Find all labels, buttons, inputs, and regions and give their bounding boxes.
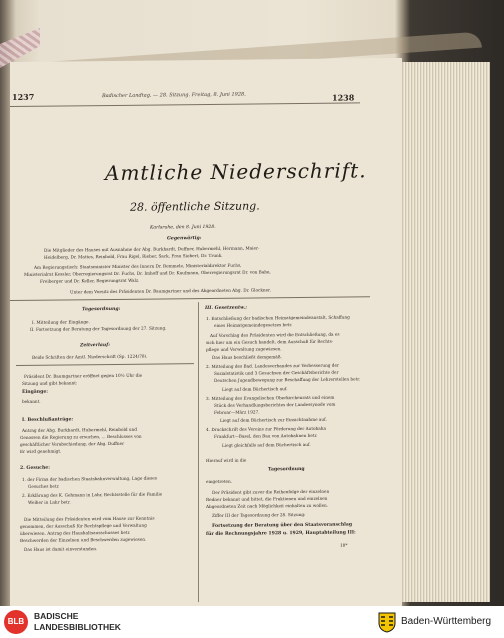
section1-line: Genossen die Regierung zu ersuchen, ... Beschlusses von [20, 433, 142, 440]
after-line: Hierauf wird in die [206, 457, 247, 463]
left-page-number: 1237 [12, 91, 35, 103]
document-title: Amtliche Niederschrift. [105, 158, 367, 186]
after-line: Abgeordneten Zeit nach Möglichkeit einhalten zu wollen. [206, 502, 329, 509]
right-line: Deutschen Jugendbewegung zur Beschaffung der Lehrerstellen betr. [214, 376, 361, 383]
attendance-line: Freiberger und Dr. Keller, Regierungsrat Walz. [40, 277, 140, 284]
section-rule [10, 296, 370, 301]
state-name[interactable]: Baden-Württemberg [401, 616, 492, 627]
attendance-line: Unter dem Vorsitz des Präsidenten Dr. Baumgartner und des Abgeordneten Abg. Dr. Glockner. [70, 287, 271, 295]
opening-line: Sitzung und gibt bekannt: [22, 380, 78, 386]
section1-line: Er wird genehmigt. [20, 448, 62, 454]
section2-line: 2. Erklärung des K. Gehmann in Lahr, Rechtsstelle für die Familie [22, 491, 163, 498]
eingaenge-text: bekannt. [22, 398, 41, 404]
attendance-line: Am Regierungstisch: Staatsminister Minister des Innern Dr. Remmele, Ministerialdirektor Fuchs, [34, 262, 242, 270]
running-head: Badischer Landtag. — 28. Sitzung. Freitag, 8. Juni 1928. [102, 91, 246, 100]
right-line: 3. Mitteilung des Evangelischen Oberkirchenrats und einem [206, 394, 335, 401]
after-line: Ziffer III der Tagesordnung der 28. Sitzung: [212, 511, 306, 518]
column-divider [198, 302, 199, 602]
library-name-line: BADISCHE [34, 611, 79, 621]
section3-line: überwiesen. Antrag des Haushaltsausschusses betr. [20, 529, 131, 536]
right-line: Auf Vorschlag des Präsidenten wird die Entschließung, da es [210, 331, 340, 338]
left-rule [16, 363, 194, 366]
section3-line: genommen, der Ausschuß für Rechtspflege und Verwaltung [20, 522, 147, 529]
blb-logo[interactable]: BLB [4, 610, 28, 634]
page-edges [398, 62, 490, 602]
right-line: Frankfurt—Basel, den Bau von Autobahnen betr. [214, 432, 318, 439]
header-rule [10, 102, 360, 107]
document-page [10, 58, 402, 606]
section2-line: Weiher in Lahr betr. [28, 499, 71, 505]
opening-line: Präsident Dr. Baumgartner eröffnet gegen 10½ Uhr die [24, 372, 143, 379]
section3-line: Das Haus ist damit einverstanden. [24, 546, 98, 552]
right-line: 2. Mitteilung des Bad. Landesverbandes zur Verbesserung der [206, 362, 339, 369]
library-name-line: LANDESBIBLIOTHEK [34, 622, 121, 632]
right-line: pflege und Verwaltung zugewiesen. [206, 346, 282, 352]
agenda-heading: Tagesordnung: [82, 306, 121, 313]
section2-heading: 2. Gesuche: [20, 465, 50, 471]
right-line: sich hier um ein Gesuch handelt, dem Ausschuß für Rechts- [206, 338, 334, 345]
signature-mark: 18* [340, 542, 348, 548]
attendance-line: Die Mitglieder des Hauses mit Ausnahme der Abg. Burkhardt, Duffner, Hubermehl, Hermann, Maier- [44, 245, 260, 253]
section3-line: Die Mitteilung des Präsidenten wird vom Hause zur Kenntnis [24, 515, 155, 522]
right-line: 4. Druckschrift des Vereins zur Förderung der Autobahn [206, 425, 327, 432]
right-line: Liegt gleichfalls auf dem Büchertisch auf. [222, 441, 311, 448]
right-line: Liegt auf dem Büchertisch zur Einsichtnahme auf. [220, 416, 327, 423]
attendance-line: Ministerialrat Kessler, Oberregierungsrat Dr. Fuchs, Dr. Imhoff und Dr. Kaufmann, Oberregierungsrat Dr. von Babo, [24, 269, 271, 277]
library-name[interactable] [34, 611, 121, 633]
attendance-heading: Gegenwärtig: [167, 236, 202, 242]
right-line: Liegt auf dem Büchertisch auf. [222, 386, 288, 392]
section2-line: 1. der Firma der badischen Staatsbahnverwaltung, Lage dieses [22, 475, 157, 482]
section1-heading: I. Beschlußanträge: [22, 417, 74, 423]
right-line: Februar—März 1927. [214, 409, 260, 415]
right-page-number: 1238 [332, 92, 355, 103]
bold-line: für die Rechnungsjahre 1928 u. 1929, Hauptabteilung III: [206, 530, 356, 537]
right-line: eines Heimatgemeindegesetzes betr. [214, 322, 293, 328]
section1-line: geschäftlicher Verabschiedung, der Abg. Duffner [20, 440, 125, 447]
agenda-item: I. Mitteilung der Eingänge. [32, 319, 90, 325]
after-line: Der Präsident gibt zuvor die Reihenfolge der einzelnen [212, 488, 330, 495]
right-heading: III. Gesetzentw.: [205, 305, 247, 312]
section1-line: Antrag der Abg. Burkhardt, Hubermehl, Reinbold und [22, 426, 137, 433]
section3-line: Beschwerden der Einzelnen und Beschwerden zugewiesen. [20, 536, 147, 543]
section2-line: Gesuches betr. [28, 483, 60, 489]
minutes-heading: Zeitverlauf: [80, 343, 110, 349]
agenda-label: Tagesordnung [268, 466, 305, 473]
after-line: eingetreten. [206, 478, 233, 484]
right-line: Das Haus beschließt demgemäß. [212, 354, 282, 360]
state-coat-of-arms-icon [378, 611, 396, 633]
attendance-line: Heidelberg, Dr. Mattes, Reinbold, Frau Rigel, Rieber, Sack, Frau Siebert, Dr. Trunk. [44, 252, 223, 260]
bold-line: Fortsetzung der Beratung über den Staatsvoranschlag [212, 522, 353, 529]
date-line: Karlsruhe, den 8. Juni 1928. [150, 224, 216, 231]
right-line: Stück des Verhandlungsberichtes der Landessynode vom [214, 401, 336, 408]
right-line: Sozialstatistik und 3 Gesuchsen der Geschäftsberichte der [214, 369, 339, 376]
session-heading: 28. öffentliche Sitzung. [130, 199, 260, 214]
right-line: 1. Entschließung der badischen Heimatgemeindeanstalt, Schaffung [206, 314, 350, 321]
eingaenge-heading: Eingänge: [22, 389, 48, 395]
minutes-line: Beide Schriften der Amtl. Niederschrift (Sp. 1224/78). [32, 353, 148, 360]
footer-bar [0, 606, 504, 638]
agenda-item: II. Fortsetzung der Beratung der Tagesordnung der 27. Sitzung. [30, 325, 167, 332]
after-line: Redner bekannt und bittet, die Fraktionen und einzelnen [206, 495, 328, 502]
